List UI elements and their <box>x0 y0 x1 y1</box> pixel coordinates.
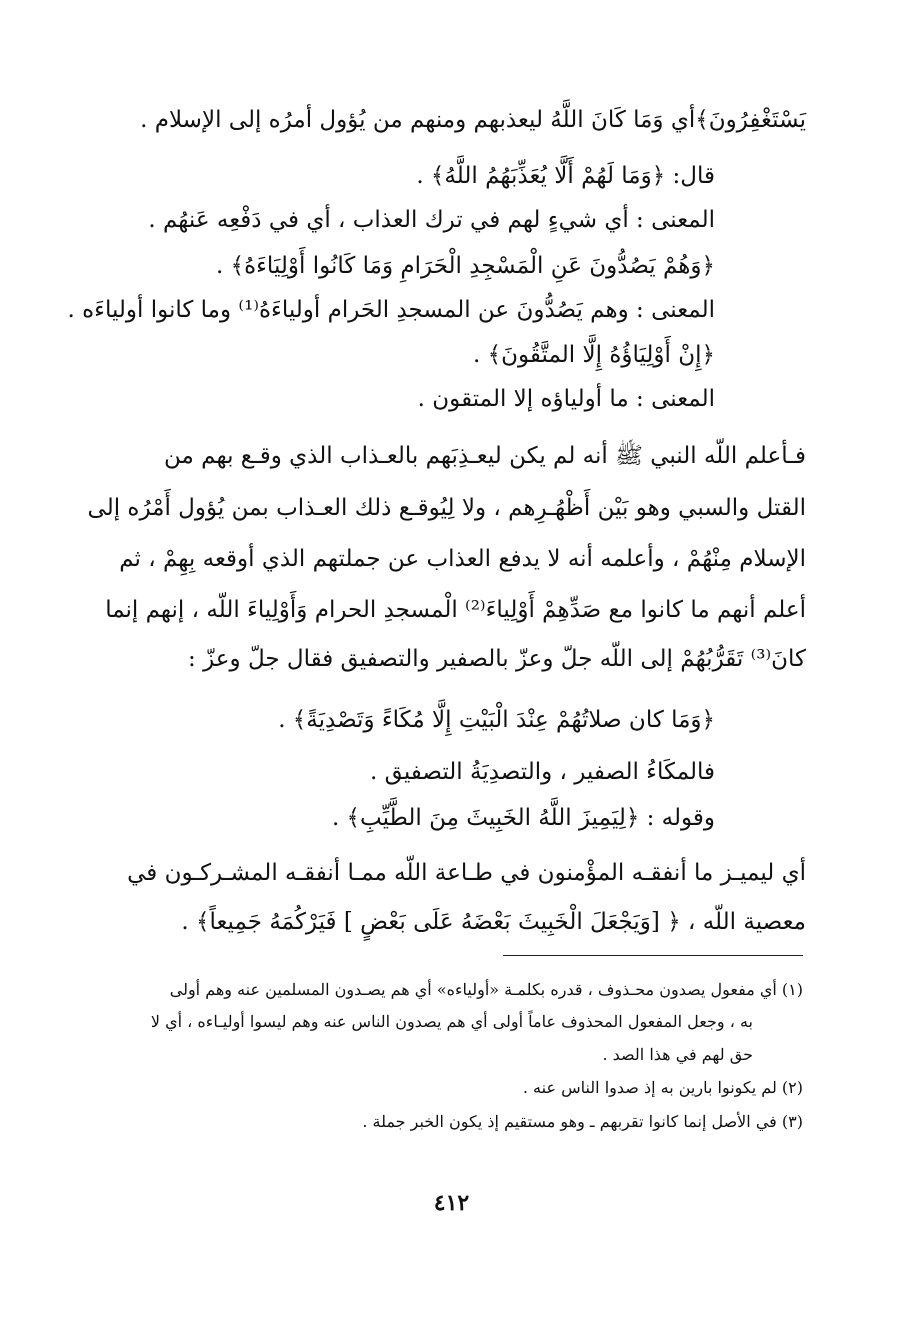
page-number: ٤١٢ <box>433 1190 470 1216</box>
text-line-5: المعنى : وهم يَصُدُّونَ عن المسجدِ الحَرام أولياءَهُ⁽¹⁾ وما كانوا أولياءَه . <box>67 297 715 323</box>
paragraph-line-4: أعلم أنهم ما كانوا مع صَدِّهِمْ أَوْلِياءَ⁽²⁾ الْمسجدِ الحرام وَأَوْلِياءَ اللّه ، إنهم إنما <box>105 597 806 623</box>
text-line-6: ﴿إِنْ أَوْلِيَاؤُهُ إِلَّا المتَّقُونَ﴾ . <box>473 342 715 368</box>
text-line-2: قال: ﴿وَمَا لَهُمْ أَلَّا يُعَذِّبَهُمُ اللَّهُ﴾ . <box>416 163 715 189</box>
footnote-1-line-3: حق لهم في هذا الصد . <box>602 1045 753 1064</box>
text-line-8: ﴿وَمَا كان صلاتُهُمْ عِنْدَ الْبَيْتِ إِلَّا مُكَاءً وَتَصْدِيَةً﴾ . <box>278 707 715 733</box>
footnote-separator <box>503 955 803 956</box>
text-line-3: المعنى : أي شيءٍ لهم في ترك العذاب ، أي في دَفْعِه عَنهُم . <box>148 207 715 233</box>
paragraph-line-5: كانَ⁽³⁾ تَقَرُّبُهُمْ إلى اللّه جلّ وعزّ بالصفير والتصفيق فقال جلّ وعزّ : <box>188 646 806 672</box>
footnote-3: (٣) في الأصل إنما كانوا تقربهم ـ وهو مستقيم إذ يكون الخبر جملة . <box>362 1112 803 1131</box>
footnote-1-line-2: به ، وجعل المفعول المحذوف عاماً أولى أي هم يصدون الناس عنه وهم ليسوا أوليـاءه ، أي لا <box>150 1012 753 1031</box>
text-line-4: ﴿وَهُمْ يَصُدُّونَ عَنِ الْمَسْجِدِ الْحَرَامِ وَمَا كَانُوا أَوْلِيَاءَهُ﴾ . <box>215 253 715 279</box>
footnote-1-line-1: (١) أي مفعول يصدون محـذوف ، قدره بكلمـة «أولياءه» أي هم يصـدون المسلمين عنه وهم أولى <box>169 980 803 999</box>
paragraph2-line-1: أي ليميـز ما أنفقـه المؤْمنون في طـاعة اللّه ممـا أنفقـه المشـركـون في <box>127 860 806 886</box>
footnote-2: (٢) لم يكونوا بارين به إذ صدوا الناس عنه . <box>522 1078 803 1097</box>
paragraph2-line-2: معصية اللّه ، ﴿ [وَيَجْعَلَ الْخَبِيثَ بَعْضَهُ عَلَى بَعْضٍ ] فَيَرْكُمَهُ جَمِيعاً﴾ . <box>181 909 806 935</box>
paragraph-line-2: القتل والسبي وهو بَيْن أَظْهُـرِهم ، ولا لِيُوقـع ذلك العـذاب بمن يُؤول أَمْرُه إلى <box>87 495 806 521</box>
text-line-7: المعنى : ما أولياؤه إلا المتقون . <box>417 386 715 412</box>
text-line-1: يَسْتَغْفِرُونَ﴾أي وَمَا كَانَ اللَّهُ ليعذبهم ومنهم من يُؤول أمرُه إلى الإسلام . <box>140 107 806 133</box>
text-line-10: وقوله : ﴿لِيَمِيزَ اللَّهُ الخَبِيثَ مِنَ الطَّيِّبِ﴾ . <box>331 805 715 831</box>
paragraph-line-3: الإسلام مِنْهُمْ ، وأعلمه أنه لا يدفع العذاب عن جملتهم الذي أوقعه بِهِمْ ، ثم <box>119 546 806 572</box>
paragraph-line-1: فـأعلم اللّه النبي ﷺ أنه لم يكن ليعـذِبَهم بالعـذاب الذي وقـع بهم من <box>164 443 806 469</box>
text-line-9: فالمكَاءُ الصفير ، والتصدِيَةُ التصفيق . <box>370 759 715 785</box>
